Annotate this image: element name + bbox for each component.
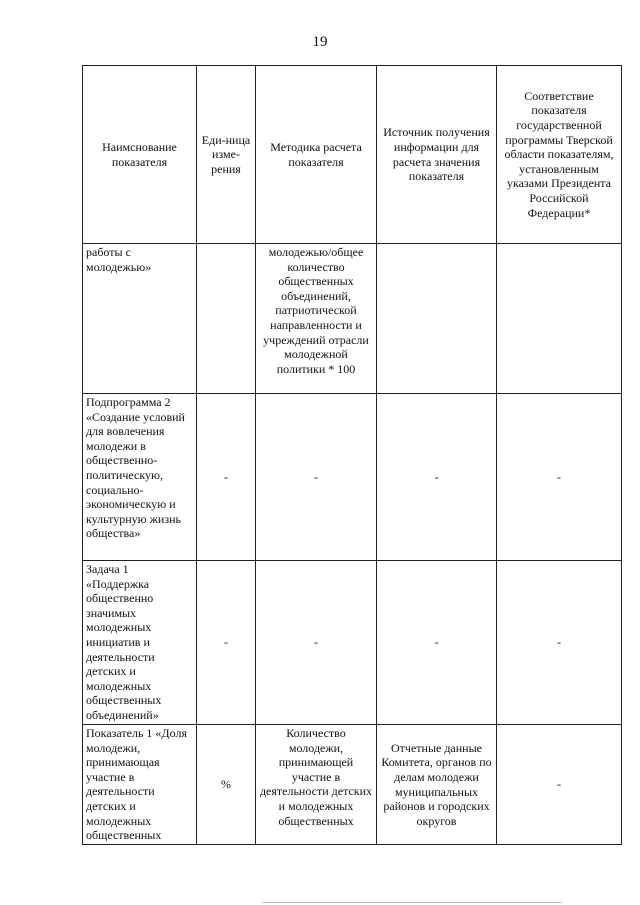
row-source: - bbox=[377, 561, 497, 725]
row-name: Задача 1 «Поддержка общественно значимых молодежных инициатив и деятельности детских и молодежных общественных объединений» bbox=[83, 561, 197, 725]
row-unit: - bbox=[197, 394, 256, 561]
row-method: Количество молодежи, принимающей участие в деятельности детских и молодежных общественных bbox=[256, 725, 377, 845]
row-compliance bbox=[497, 244, 622, 394]
header-compliance: Соответствие показателя государственной программы Тверской области показателям, установленным указами Президента Российской Федерации* bbox=[497, 66, 622, 244]
indicators-table bbox=[82, 65, 622, 845]
row-source: Отчетные данные Комитета, органов по делам молодежи муниципальных районов и городских округов bbox=[377, 725, 497, 845]
table-row bbox=[83, 394, 622, 561]
scan-edge-line bbox=[262, 902, 562, 903]
row-compliance: - bbox=[497, 725, 622, 845]
row-unit bbox=[197, 244, 256, 394]
table-row bbox=[83, 725, 622, 845]
row-source bbox=[377, 244, 497, 394]
page-number: 19 bbox=[312, 34, 328, 50]
row-source: - bbox=[377, 394, 497, 561]
table-row bbox=[83, 244, 622, 394]
row-name: работы с молодежью» bbox=[83, 244, 197, 394]
row-compliance: - bbox=[497, 561, 622, 725]
header-source: Источник получения информации для расчета значения показателя bbox=[377, 66, 497, 244]
row-unit: - bbox=[197, 561, 256, 725]
table-header-row bbox=[83, 66, 622, 244]
table-row bbox=[83, 561, 622, 725]
header-method: Методика расчета показателя bbox=[256, 66, 377, 244]
row-compliance: - bbox=[497, 394, 622, 561]
row-name: Показатель 1 «Доля молодежи, принимающая участие в деятельности детских и молодежных общественных bbox=[83, 725, 197, 845]
row-method: - bbox=[256, 394, 377, 561]
row-method: молодежью/общее количество общественных объединений, патриотической направленности и учреждений отрасли молодежной политики * 100 bbox=[256, 244, 377, 394]
header-unit: Еди-ница изме-рения bbox=[197, 66, 256, 244]
header-name: Наимснование показателя bbox=[83, 66, 197, 244]
row-method: - bbox=[256, 561, 377, 725]
row-name: Подпрограмма 2 «Создание условий для вовлечения молодежи в общественно-политическую, социально-экономическую и культурную жизнь общества» bbox=[83, 394, 197, 561]
row-unit: % bbox=[197, 725, 256, 845]
